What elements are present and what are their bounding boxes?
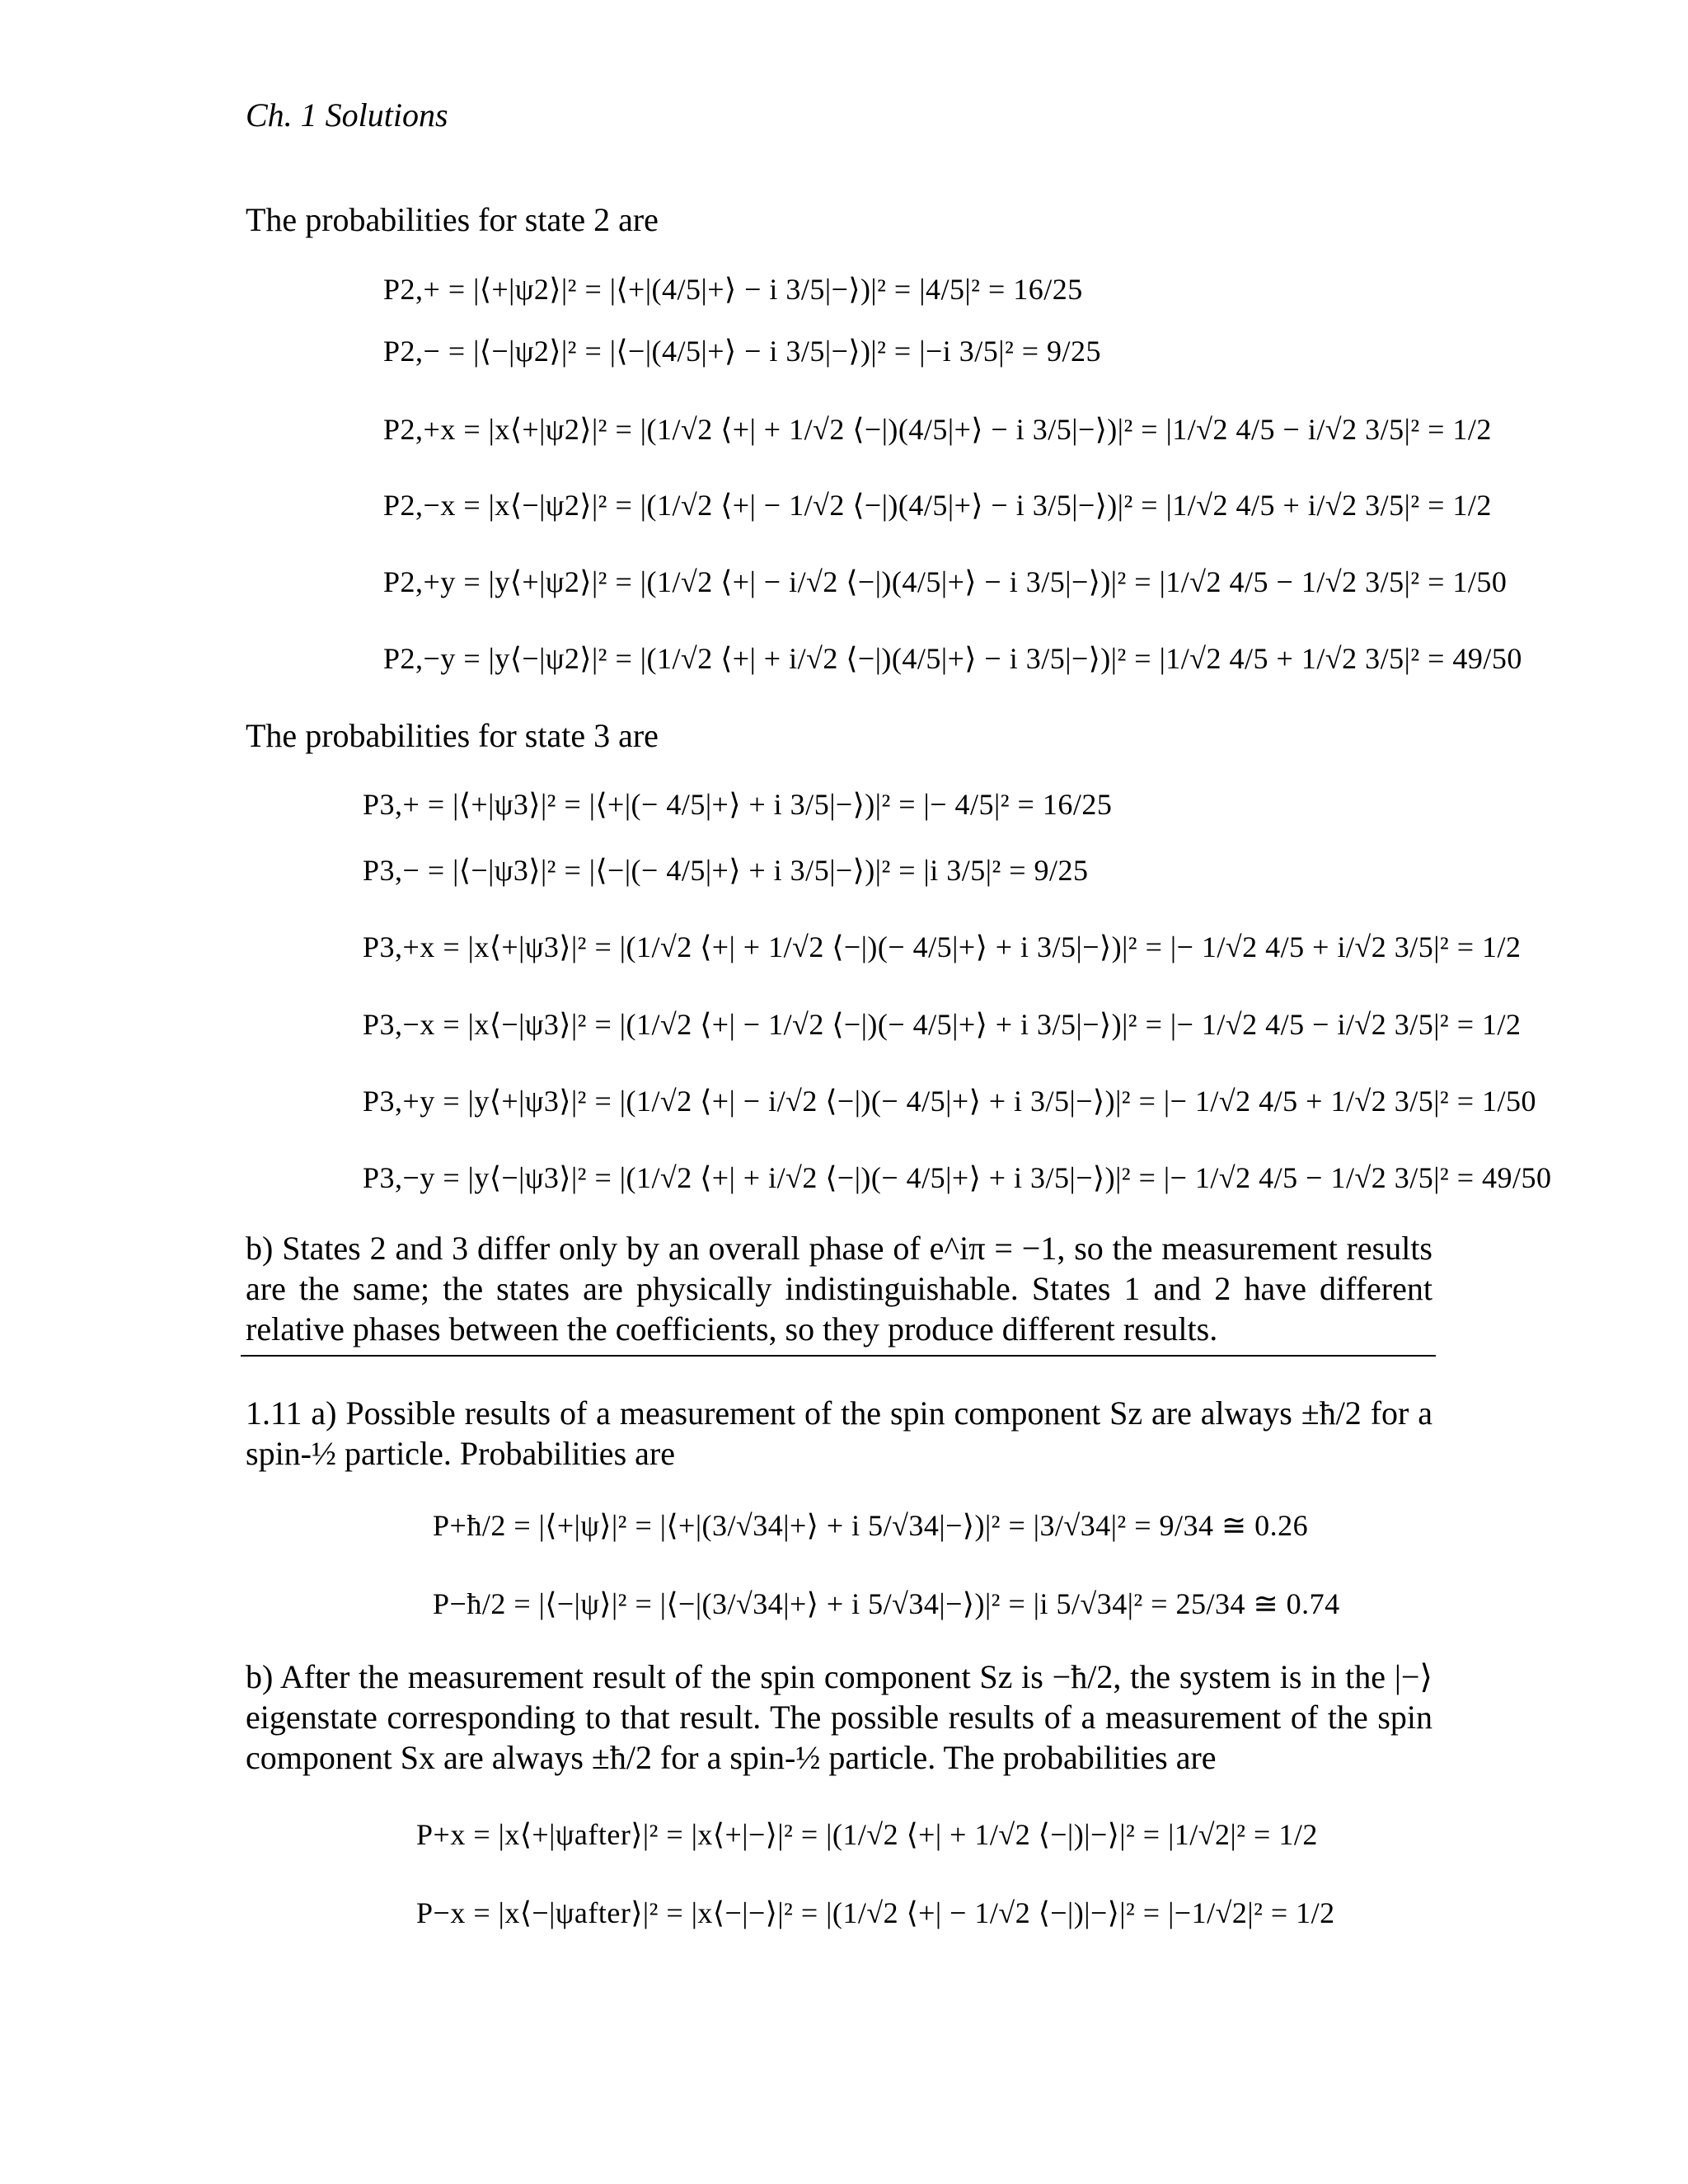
- part-b-state-comparison: b) States 2 and 3 differ only by an overall phase of e^iπ = −1, so the measurement results are the same; the states are physically indistinguishable. States 1 and 2 have different relative phases between the coefficients, so they produce different results.: [246, 1230, 1432, 1347]
- equation-p2-plus-x: P2,+x = |x⟨+|ψ2⟩|² = |(1/√2 ⟨+| + 1/√2 ⟨−|)(4/5|+⟩ − i 3/5|−⟩)|² = |1/√2 4/5 − i/√2 3/5|² = 1/2: [383, 413, 1492, 446]
- equation-p3-minus-y: P3,−y = |y⟨−|ψ3⟩|² = |(1/√2 ⟨+| + i/√2 ⟨−|)(− 4/5|+⟩ + i 3/5|−⟩)|² = |− 1/√2 4/5 − 1/√2 3/5|² = 49/50: [363, 1161, 1552, 1194]
- equation-p3-plus: P3,+ = |⟨+|ψ3⟩|² = |⟨+|(− 4/5|+⟩ + i 3/5|−⟩)|² = |− 4/5|² = 16/25: [363, 788, 1113, 821]
- equation-p2-minus: P2,− = |⟨−|ψ2⟩|² = |⟨−|(4/5|+⟩ − i 3/5|−⟩)|² = |−i 3/5|² = 9/25: [383, 335, 1102, 368]
- state2-intro: The probabilities for state 2 are: [246, 201, 659, 238]
- equation-p-plus-x: P+x = |x⟨+|ψafter⟩|² = |x⟨+|−⟩|² = |(1/√2 ⟨+| + 1/√2 ⟨−|)|−⟩|² = |1/√2|² = 1/2: [416, 1818, 1318, 1851]
- state3-intro: The probabilities for state 3 are: [246, 717, 659, 754]
- page-header: Ch. 1 Solutions: [246, 96, 448, 134]
- problem-1-11-part-b: b) After the measurement result of the spin component Sz is −ħ/2, the system is in the |−⟩ eigenstate corresponding to that result. The possible results of a measurement of the spin component Sx are always ±ħ/2 for a spin-½ particle. The probabilities are: [246, 1658, 1432, 1776]
- equation-p3-minus: P3,− = |⟨−|ψ3⟩|² = |⟨−|(− 4/5|+⟩ + i 3/5|−⟩)|² = |i 3/5|² = 9/25: [363, 854, 1089, 887]
- equation-p-minus-hbar: P−ħ/2 = |⟨−|ψ⟩|² = |⟨−|(3/√34|+⟩ + i 5/√34|−⟩)|² = |i 5/√34|² = 25/34 ≅ 0.74: [433, 1587, 1340, 1620]
- equation-p2-minus-y: P2,−y = |y⟨−|ψ2⟩|² = |(1/√2 ⟨+| + i/√2 ⟨−|)(4/5|+⟩ − i 3/5|−⟩)|² = |1/√2 4/5 + 1/√2 3/5|² = 49/50: [383, 642, 1522, 675]
- equation-p-plus-hbar: P+ħ/2 = |⟨+|ψ⟩|² = |⟨+|(3/√34|+⟩ + i 5/√34|−⟩)|² = |3/√34|² = 9/34 ≅ 0.26: [433, 1509, 1309, 1542]
- equation-p3-minus-x: P3,−x = |x⟨−|ψ3⟩|² = |(1/√2 ⟨+| − 1/√2 ⟨−|)(− 4/5|+⟩ + i 3/5|−⟩)|² = |− 1/√2 4/5 − i/√2 3/5|² = 1/2: [363, 1008, 1522, 1041]
- section-divider: [241, 1355, 1436, 1357]
- equation-p-minus-x: P−x = |x⟨−|ψafter⟩|² = |x⟨−|−⟩|² = |(1/√2 ⟨+| − 1/√2 ⟨−|)|−⟩|² = |−1/√2|² = 1/2: [416, 1896, 1335, 1929]
- equation-p3-plus-x: P3,+x = |x⟨+|ψ3⟩|² = |(1/√2 ⟨+| + 1/√2 ⟨−|)(− 4/5|+⟩ + i 3/5|−⟩)|² = |− 1/√2 4/5 + i/√2 3/5|² = 1/2: [363, 930, 1522, 963]
- problem-1-11-part-a: 1.11 a) Possible results of a measurement of the spin component Sz are always ±ħ/2 for a spin-½ particle. Probabilities are: [246, 1394, 1432, 1472]
- equation-p2-minus-x: P2,−x = |x⟨−|ψ2⟩|² = |(1/√2 ⟨+| − 1/√2 ⟨−|)(4/5|+⟩ − i 3/5|−⟩)|² = |1/√2 4/5 + i/√2 3/5|² = 1/2: [383, 489, 1492, 522]
- equation-p2-plus: P2,+ = |⟨+|ψ2⟩|² = |⟨+|(4/5|+⟩ − i 3/5|−⟩)|² = |4/5|² = 16/25: [383, 273, 1083, 306]
- equation-p3-plus-y: P3,+y = |y⟨+|ψ3⟩|² = |(1/√2 ⟨+| − i/√2 ⟨−|)(− 4/5|+⟩ + i 3/5|−⟩)|² = |− 1/√2 4/5 + 1/√2 3/5|² = 1/50: [363, 1085, 1537, 1118]
- equation-p2-plus-y: P2,+y = |y⟨+|ψ2⟩|² = |(1/√2 ⟨+| − i/√2 ⟨−|)(4/5|+⟩ − i 3/5|−⟩)|² = |1/√2 4/5 − 1/√2 3/5|² = 1/50: [383, 565, 1507, 598]
